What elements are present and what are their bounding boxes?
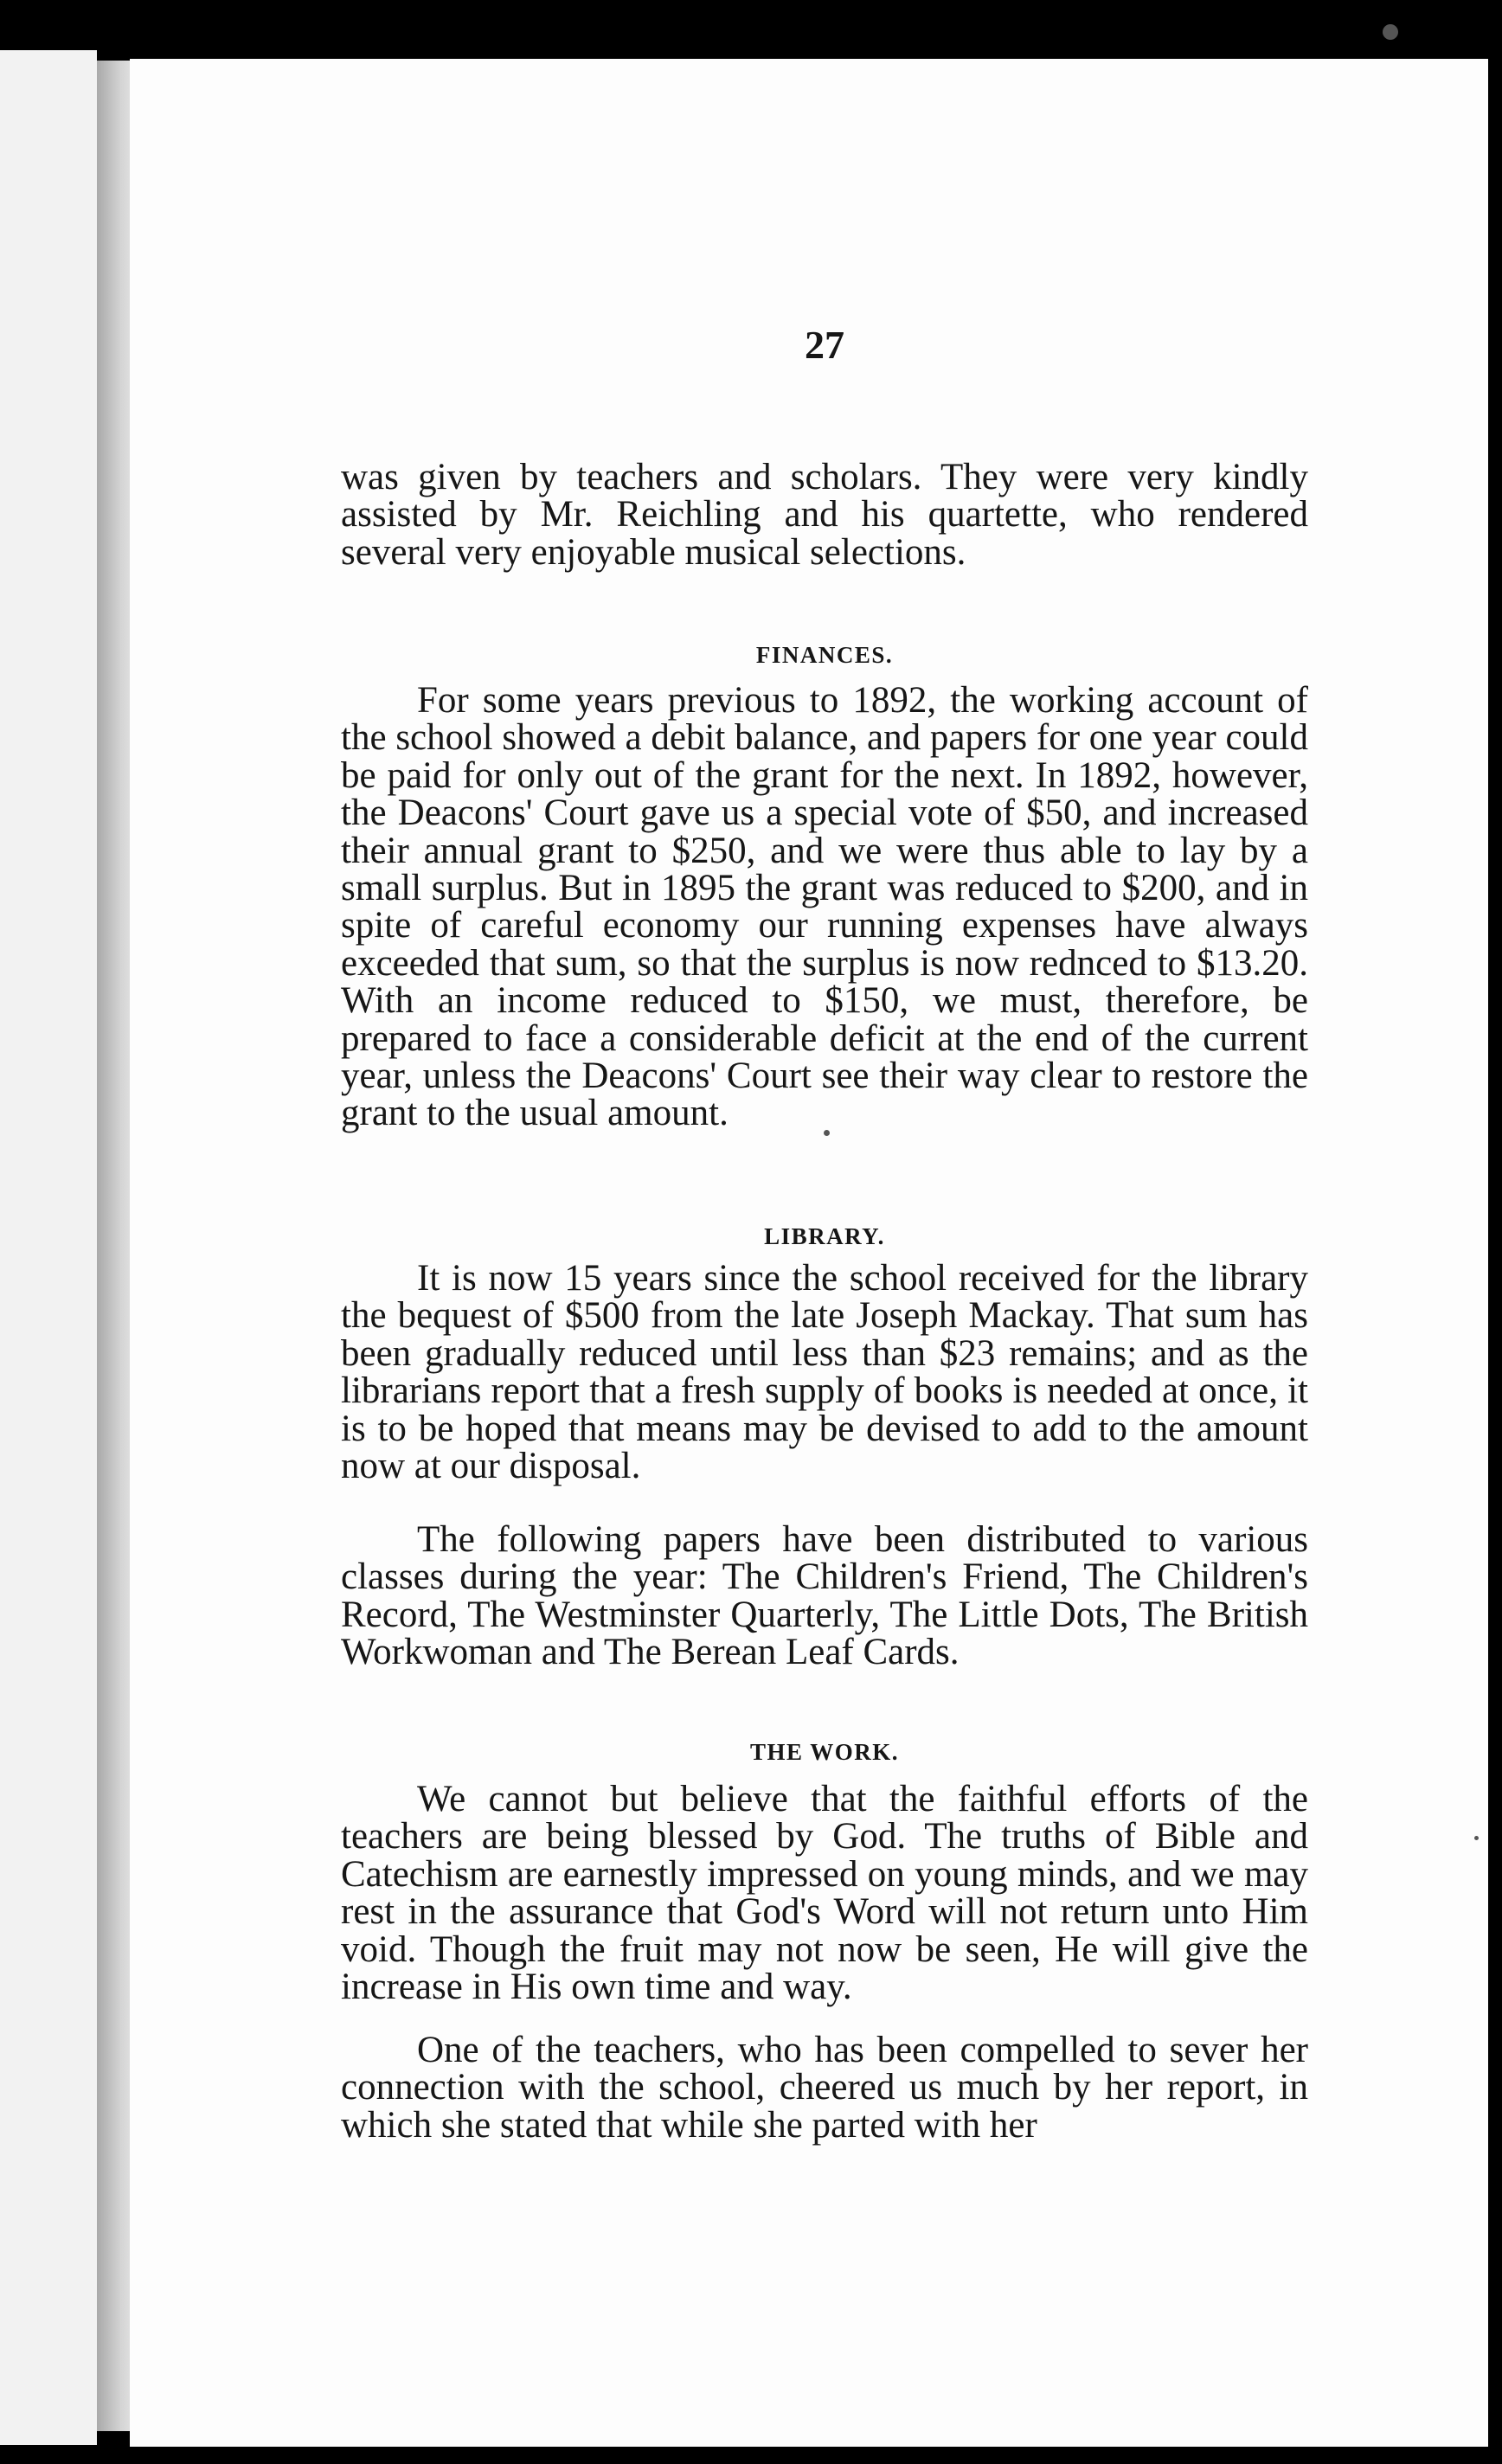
- library-paragraph: It is now 15 years since the school received for the library the bequest of $500 from the late Joseph Mackay. That sum has been gradually reduced until less than $23 remains; and as the librarians report that a fresh supply of books is needed at once, it is to be hoped that means may be devised to add to the amount now at our disposal.: [341, 1258, 1308, 1487]
- opening-paragraph: was given by teachers and scholars. They were very kindly assisted by Mr. Reichling and his quartette, who rendered several very enjoyable musical selections.: [341, 457, 1308, 573]
- dust-speck: [1383, 24, 1398, 40]
- book-page: [130, 59, 1488, 2447]
- teacher-report-paragraph: One of the teachers, who has been compelled to sever her connection with the school, cheered us much by her report, in which she stated that while she parted with her: [341, 2030, 1308, 2146]
- section-heading-library: LIBRARY.: [764, 1223, 885, 1249]
- dust-speck: [1474, 1836, 1479, 1840]
- facing-page-edge: [0, 50, 97, 2445]
- section-heading-finances: FINANCES.: [755, 642, 894, 668]
- finances-paragraph: For some years previous to 1892, the working account of the school showed a debit balance, and papers for one year could be paid for only out of the grant for the next. In 1892, however, the Deacons' Court gave us a special vote of $50, and increased their annual grant to $250, and we were thus able to lay by a small surplus. But in 1895 the grant was reduced to $200, and in spite of careful economy our running expenses have always exceeded that sum, so that the surplus is now rednced to $13.20. With an income reduced to $150, we must, therefore, be prepared to face a considerable deficit at the end of the current year, unless the Deacons' Court see their way clear to restore the grant to the usual amount.: [341, 680, 1308, 1134]
- work-paragraph: We cannot but believe that the faithful efforts of the teachers are being blessed by God. The truths of Bible and Catechism are earnestly impressed on young minds, and we may rest in the assurance that God's Word will not return unto Him void. Though the fruit may not now be seen, He will give the increase in His own time and way.: [341, 1779, 1308, 2008]
- section-heading-the-work: THE WORK.: [749, 1739, 900, 1765]
- papers-paragraph: The following papers have been distributed to various classes during the year: The Children's Friend, The Children's Record, The Westminster Quarterly, The Little Dots, The British Workwoman and The Berean Leaf Cards.: [341, 1519, 1308, 1673]
- page-number: 27: [805, 323, 844, 367]
